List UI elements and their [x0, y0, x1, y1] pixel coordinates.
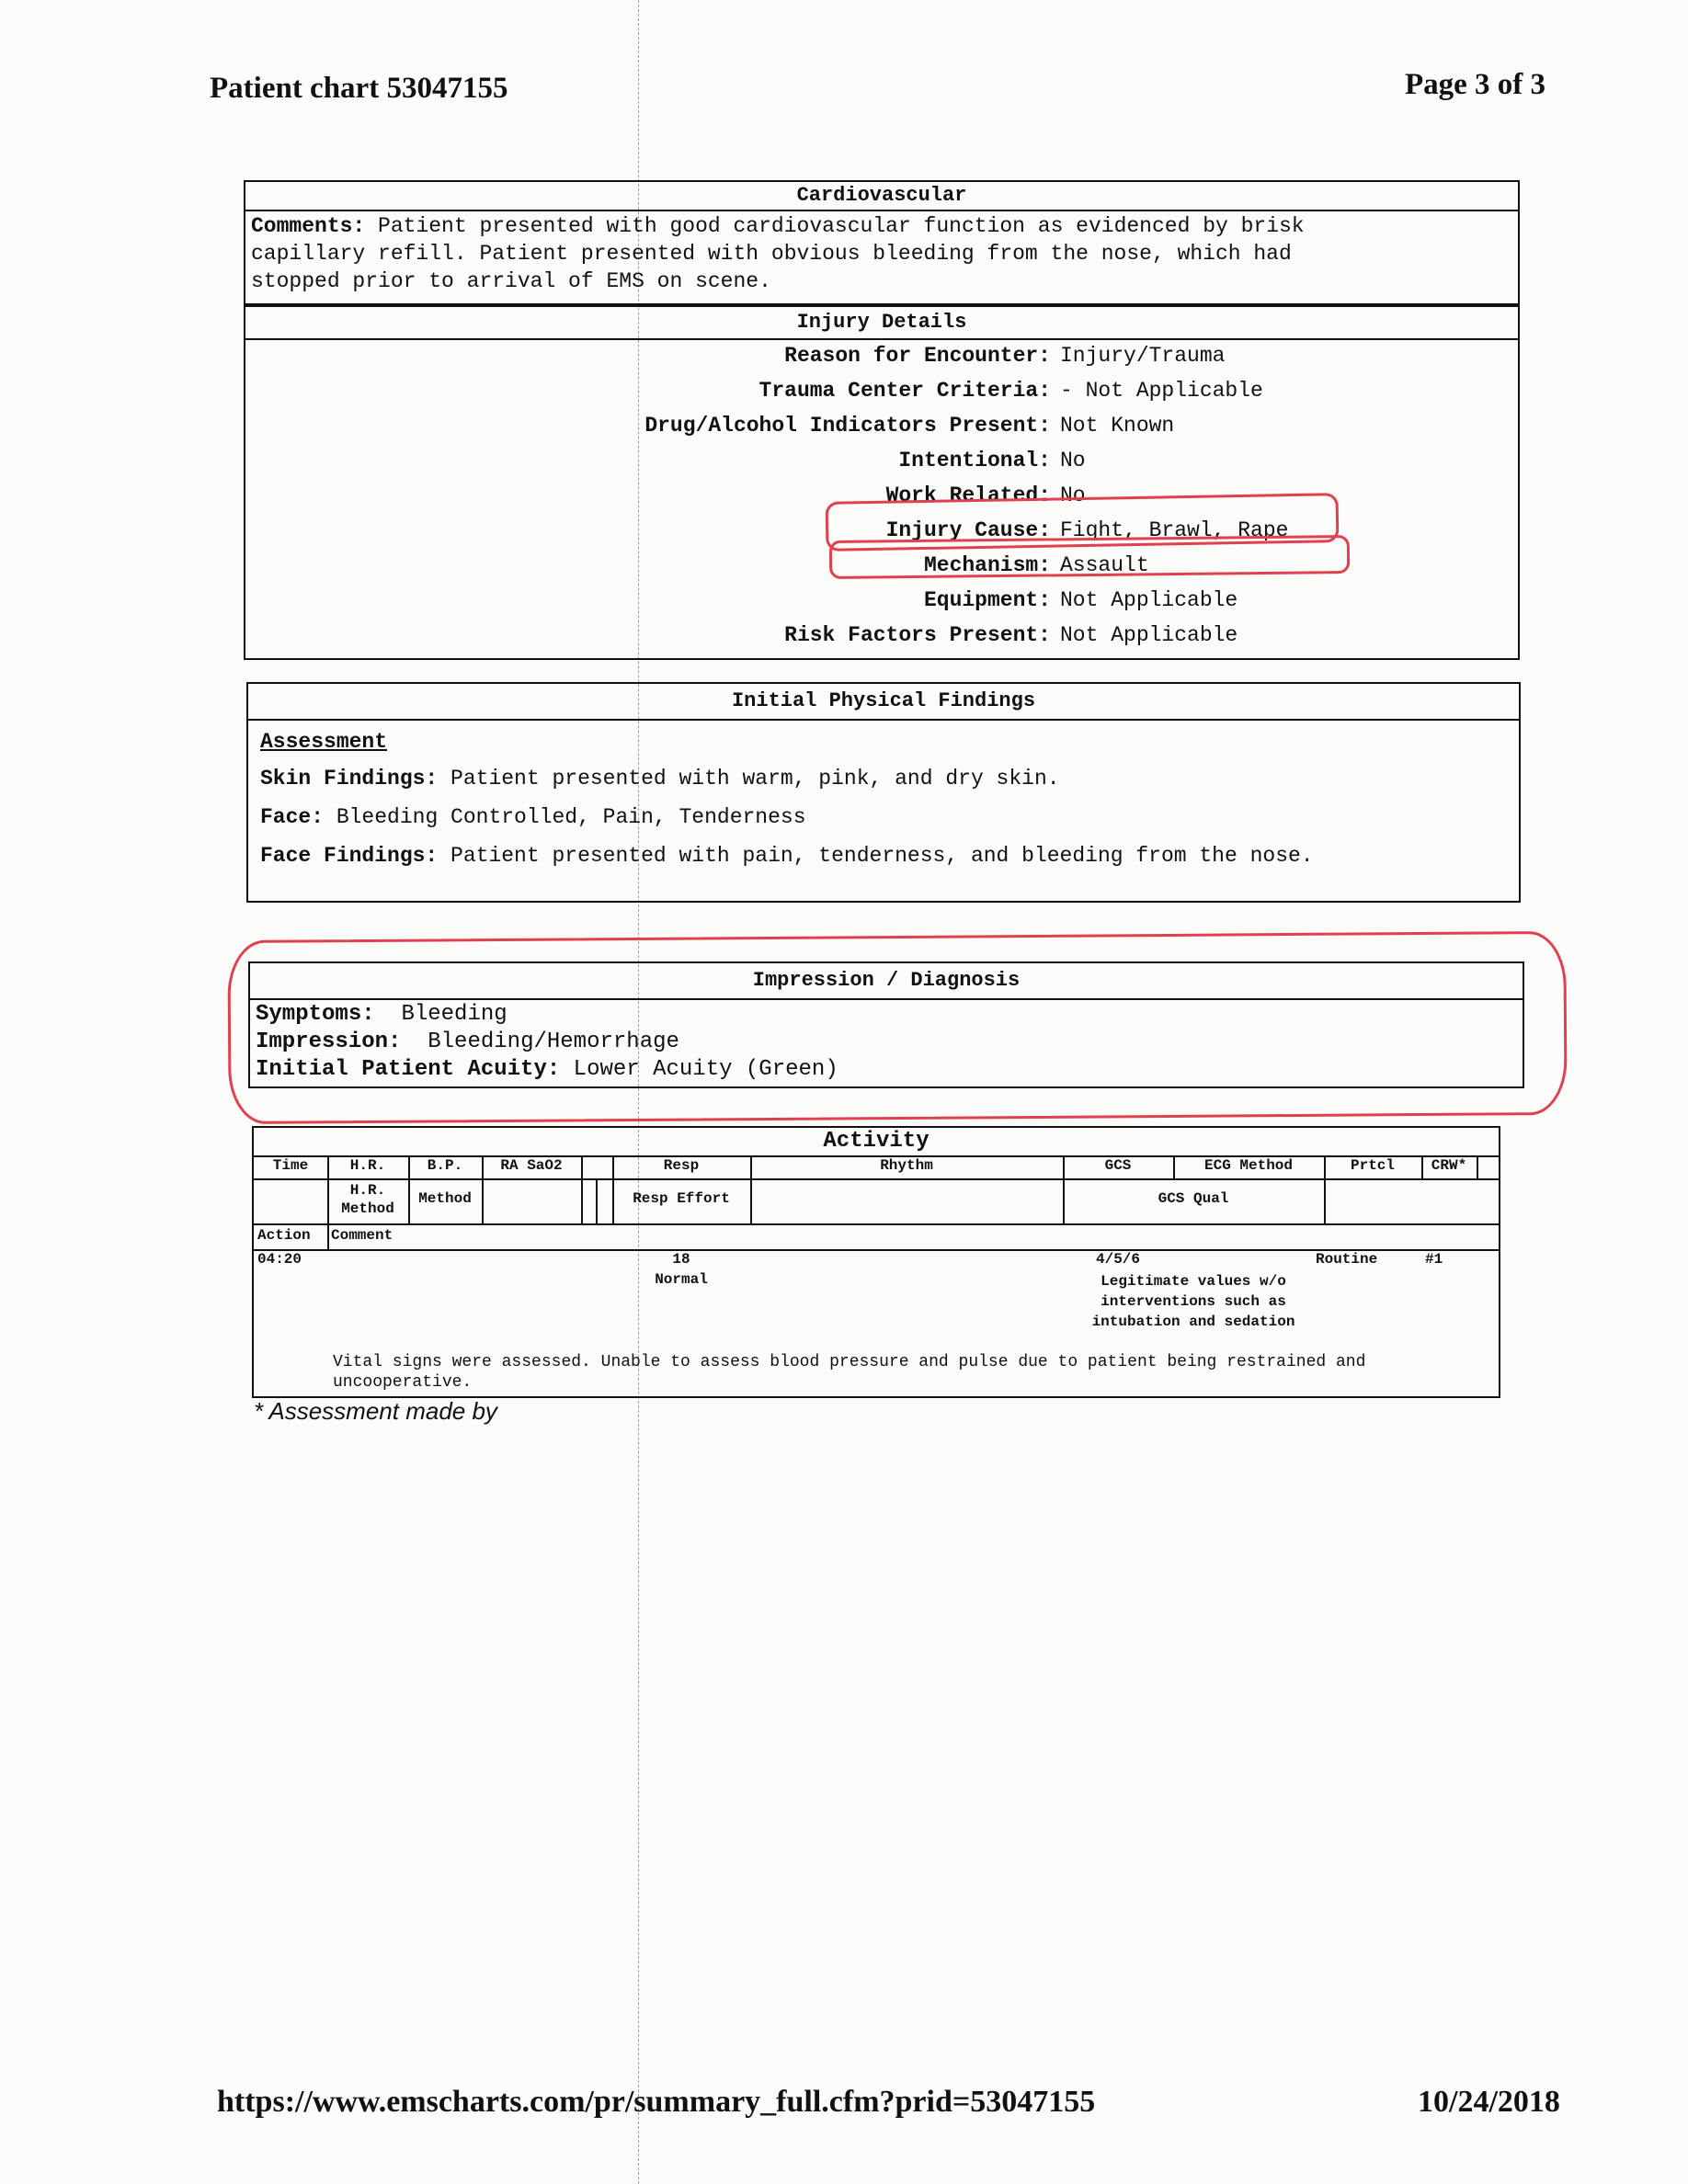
injury-row	[245, 513, 1518, 548]
col-header: Method	[418, 1190, 472, 1207]
field-value: Not Applicable	[1060, 588, 1238, 612]
comment-line: stopped prior to arrival of EMS on scene.	[251, 269, 771, 293]
finding-row	[260, 805, 806, 829]
col-header: CRW*	[1431, 1157, 1467, 1174]
footer-url: https://www.emscharts.com/pr/summary_full.cfm?prid=53047155	[217, 2085, 1096, 2119]
field-value: Patient presented with warm, pink, and dry skin.	[451, 767, 1060, 791]
field-label: Face:	[260, 805, 325, 829]
entry-crw: #1	[1425, 1251, 1443, 1268]
finding-row	[260, 767, 1060, 791]
field-value: Injury/Trauma	[1060, 344, 1226, 368]
comments-label: Comments:	[251, 214, 366, 238]
rule	[581, 1155, 583, 1223]
rule	[1477, 1155, 1478, 1178]
col-header: Rhythm	[880, 1157, 933, 1174]
comment-line: Patient presented with good cardiovascular function as evidenced by brisk	[378, 214, 1305, 238]
activity-section	[252, 1126, 1500, 1398]
cardiovascular-section	[244, 180, 1520, 305]
field-label: Symptoms:	[256, 1002, 375, 1027]
injury-row	[245, 443, 1518, 478]
col-header: B.P.	[427, 1157, 463, 1174]
field-label: Trauma Center Criteria:	[758, 379, 1051, 403]
assessment-note: * Assessment made by	[254, 1397, 497, 1425]
field-label: Skin Findings:	[260, 767, 439, 791]
field-label: Intentional:	[898, 449, 1051, 472]
chart-number: Patient chart 53047155	[210, 72, 508, 105]
assessment-heading: Assessment	[260, 730, 388, 754]
col-header: RA SaO2	[500, 1157, 563, 1174]
col-header: H.R.	[349, 1157, 386, 1174]
injury-row	[245, 548, 1518, 583]
entry-resp: 18	[672, 1251, 690, 1268]
section-title: Impression / Diagnosis	[250, 963, 1523, 1000]
col-header: Resp Effort	[633, 1190, 730, 1207]
entry-gcs: 4/5/6	[1095, 1251, 1140, 1268]
rule	[596, 1178, 598, 1223]
section-title: Injury Details	[245, 307, 1518, 340]
impression-section	[248, 961, 1524, 1088]
field-label: Injury Cause:	[885, 518, 1051, 542]
field-value: - Not Applicable	[1060, 379, 1263, 403]
rule	[254, 1223, 1499, 1225]
field-value: Lower Acuity (Green)	[573, 1057, 838, 1082]
entry-prtcl: Routine	[1316, 1251, 1378, 1268]
col-header: Comment	[331, 1227, 393, 1244]
field-label: Face Findings:	[260, 844, 439, 868]
entry-resp-effort: Normal	[655, 1271, 708, 1288]
col-header: Action	[257, 1227, 311, 1244]
impression-row	[256, 1002, 508, 1027]
field-value: Assault	[1060, 553, 1149, 577]
col-header: GCS	[1104, 1157, 1132, 1174]
page-number: Page 3 of 3	[1405, 68, 1546, 101]
rule	[254, 1178, 1499, 1180]
cardio-comments	[245, 211, 1518, 296]
footer-date: 10/24/2018	[1418, 2085, 1560, 2119]
field-label: Risk Factors Present:	[784, 623, 1051, 647]
field-value: No	[1060, 449, 1086, 472]
injury-row	[245, 478, 1518, 513]
comment-line: capillary refill. Patient presented with obvious bleeding from the nose, which had	[251, 242, 1292, 266]
injury-row	[245, 408, 1518, 443]
section-title: Cardiovascular	[245, 182, 1518, 211]
col-header: Time	[272, 1157, 309, 1174]
field-value: Bleeding Controlled, Pain, Tenderness	[336, 805, 806, 829]
entry-comment: Vital signs were assessed. Unable to assess blood pressure and pulse due to patient being restrained and uncooperative.	[333, 1353, 1366, 1392]
field-label: Equipment:	[923, 588, 1051, 612]
finding-row	[260, 844, 1314, 868]
field-label: Reason for Encounter:	[784, 344, 1051, 368]
col-header: Prtcl	[1350, 1157, 1395, 1174]
impression-row	[256, 1057, 838, 1082]
section-title: Initial Physical Findings	[248, 684, 1519, 721]
injury-details-section	[244, 305, 1520, 660]
col-header: Resp	[663, 1157, 700, 1174]
field-value: Patient presented with pain, tenderness, and bleeding from the nose.	[451, 844, 1314, 868]
injury-row	[245, 583, 1518, 618]
field-value: Fight, Brawl, Rape	[1060, 518, 1289, 542]
impression-row	[256, 1029, 679, 1054]
rule	[254, 1249, 1499, 1251]
field-label: Drug/Alcohol Indicators Present:	[644, 414, 1051, 438]
field-label: Impression:	[256, 1029, 402, 1054]
field-label: Mechanism:	[923, 553, 1051, 577]
section-title: Activity	[823, 1129, 930, 1154]
injury-row	[245, 338, 1518, 373]
entry-gcs-qual: Legitimate values w/o interventions such as intubation and sedation	[1091, 1273, 1295, 1330]
field-value: Not Known	[1060, 414, 1175, 438]
injury-row	[245, 618, 1518, 653]
field-label: Work Related:	[885, 483, 1051, 507]
field-value: Not Applicable	[1060, 623, 1238, 647]
col-header: ECG Method	[1203, 1157, 1293, 1174]
col-header: H.R. Method	[341, 1182, 394, 1217]
field-label: Initial Patient Acuity:	[256, 1057, 561, 1082]
field-value: Bleeding	[401, 1002, 508, 1027]
injury-row	[245, 373, 1518, 408]
field-value: Bleeding/Hemorrhage	[428, 1029, 679, 1054]
physical-findings-section	[246, 682, 1521, 903]
field-value: No	[1060, 483, 1086, 507]
col-header: GCS Qual	[1158, 1190, 1229, 1207]
entry-time: 04:20	[257, 1251, 302, 1268]
